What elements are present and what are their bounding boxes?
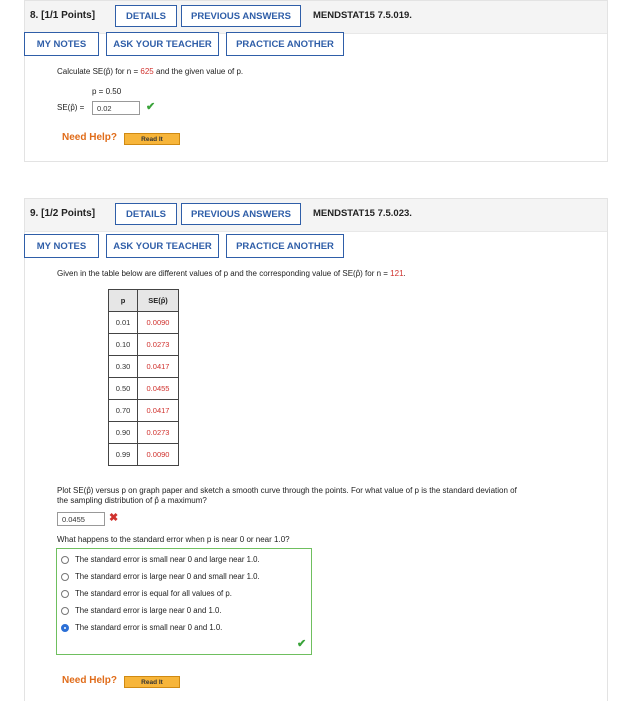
q8-need-help-label: Need Help? [62, 132, 118, 143]
q8-my-notes-button[interactable]: MY NOTES [24, 32, 99, 56]
q8-p-value: p = 0.50 [92, 87, 122, 96]
q8-ask-teacher-button[interactable]: ASK YOUR TEACHER [106, 32, 219, 56]
q9-ask-teacher-button[interactable]: ASK YOUR TEACHER [106, 234, 219, 258]
q8-code: MENDSTAT15 7.5.019. [313, 10, 412, 21]
se-cell: 0.0090 [138, 444, 179, 466]
p-cell: 0.30 [109, 356, 138, 378]
table-row [109, 312, 179, 334]
table-row [109, 356, 179, 378]
radio-icon[interactable] [61, 573, 69, 581]
table-row [109, 400, 179, 422]
se-table-header-se: SE(p̂) [138, 290, 179, 312]
q9-number: 9. [1/2 Points] [30, 208, 96, 219]
table-row [109, 378, 179, 400]
se-cell: 0.0273 [138, 422, 179, 444]
q9-answer-field[interactable]: 0.0455 [57, 512, 105, 526]
mc-option-2[interactable]: The standard error is large near 0 and small near 1.0. [61, 572, 260, 581]
q9-header [25, 199, 607, 232]
q8-details-button[interactable]: DETAILS [115, 5, 177, 27]
q8-practice-another-button[interactable]: PRACTICE ANOTHER [226, 32, 344, 56]
se-table [108, 289, 179, 466]
q8-read-it-button[interactable]: Read It [124, 133, 180, 145]
mc-option-4[interactable]: The standard error is large near 0 and 1.0. [61, 606, 222, 615]
q9-read-it-button[interactable]: Read It [124, 676, 180, 688]
q9-intro: Given in the table below are different values of p and the corresponding value of SE(p̂) for n = 121. [57, 269, 406, 278]
p-cell: 0.90 [109, 422, 138, 444]
q8-correct-check-icon: ✔ [146, 101, 156, 113]
q8-number: 8. [1/1 Points] [30, 10, 96, 21]
q9-details-button[interactable]: DETAILS [115, 203, 177, 225]
mc-option-5[interactable]: The standard error is small near 0 and 1.0. [61, 623, 222, 632]
q9-incorrect-x-icon: ✖ [109, 512, 119, 524]
table-row [109, 444, 179, 466]
mc-option-3[interactable]: The standard error is equal for all values of p. [61, 589, 232, 598]
se-table-header-p: p [109, 290, 138, 312]
p-cell: 0.50 [109, 378, 138, 400]
q9-previous-answers-button[interactable]: PREVIOUS ANSWERS [181, 203, 301, 225]
q9-mc-options [56, 548, 312, 655]
p-cell: 0.01 [109, 312, 138, 334]
q9-need-help-label: Need Help? [62, 675, 118, 686]
q8-header [25, 1, 607, 34]
q9-code: MENDSTAT15 7.5.023. [313, 208, 412, 219]
se-cell: 0.0455 [138, 378, 179, 400]
mc-option-1[interactable]: The standard error is small near 0 and large near 1.0. [61, 555, 260, 564]
q9-plot-instruction-1: Plot SE(p̂) versus p on graph paper and sketch a smooth curve through the points. For what value of p is the standard deviation of [57, 486, 517, 495]
q8-previous-answers-button[interactable]: PREVIOUS ANSWERS [181, 5, 301, 27]
q9-my-notes-button[interactable]: MY NOTES [24, 234, 99, 258]
p-cell: 0.99 [109, 444, 138, 466]
se-cell: 0.0417 [138, 356, 179, 378]
q9-practice-another-button[interactable]: PRACTICE ANOTHER [226, 234, 344, 258]
se-cell: 0.0090 [138, 312, 179, 334]
q9-correct-check-icon: ✔ [297, 638, 307, 650]
q9-mc-question: What happens to the standard error when p is near 0 or near 1.0? [57, 535, 290, 544]
radio-icon[interactable] [61, 556, 69, 564]
q8-answer-field[interactable]: 0.02 [92, 101, 140, 115]
radio-selected-icon[interactable] [61, 624, 69, 632]
q8-se-label: SE(p̂) = [57, 103, 85, 112]
radio-icon[interactable] [61, 590, 69, 598]
table-row [109, 422, 179, 444]
se-cell: 0.0273 [138, 334, 179, 356]
q8-prompt: Calculate SE(p̂) for n = 625 and the given value of p. [57, 67, 244, 76]
p-cell: 0.10 [109, 334, 138, 356]
q9-plot-instruction-2: the sampling distribution of p̂ a maximum? [57, 496, 207, 505]
table-row [109, 334, 179, 356]
se-cell: 0.0417 [138, 400, 179, 422]
radio-icon[interactable] [61, 607, 69, 615]
p-cell: 0.70 [109, 400, 138, 422]
